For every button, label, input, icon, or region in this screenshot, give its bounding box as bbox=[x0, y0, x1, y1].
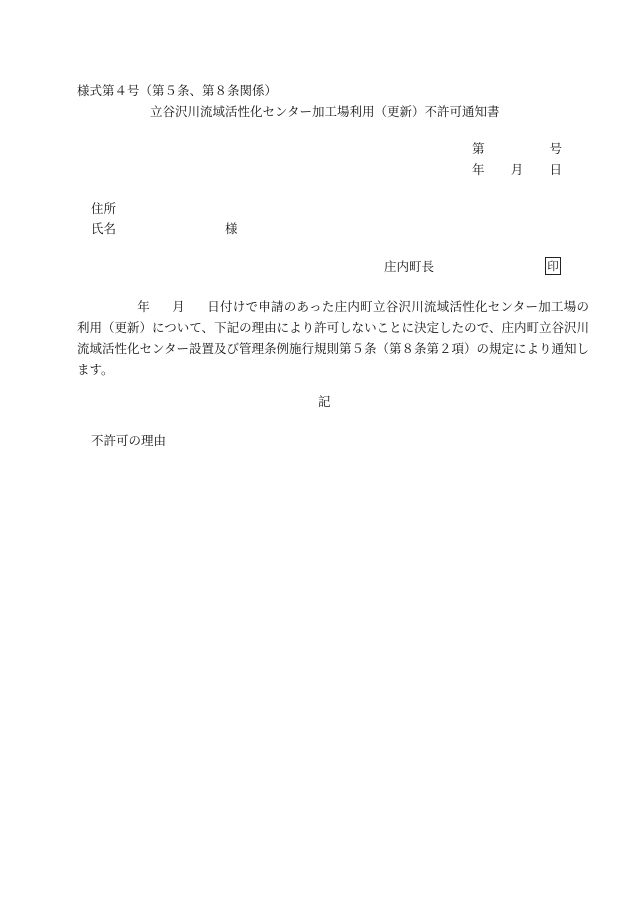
form-number: 様式第４号（第５条、第８条関係） bbox=[77, 83, 278, 98]
body-month: 月 bbox=[172, 299, 186, 314]
ki-heading: 記 bbox=[318, 394, 331, 409]
sender-title: 庄内町長 bbox=[384, 259, 435, 274]
document-number-suffix: 号 bbox=[549, 141, 562, 156]
date-year: 年 bbox=[472, 162, 485, 177]
body-text: 日付けで申請のあった庄内町立谷沢川流域活性化センター加工場の利用（更新）について、下記の理由により許可しないことに決定したので、庄内町立谷沢川流域活性化センター設置及び管理条例施行規則第５条（第８条第２項）の規定により通知します。 bbox=[77, 299, 590, 377]
seal-mark: 印 bbox=[545, 257, 561, 275]
recipient-honorific: 様 bbox=[225, 221, 238, 236]
document-date bbox=[472, 161, 562, 179]
notice-body bbox=[77, 296, 589, 380]
document-number-prefix: 第 bbox=[472, 141, 485, 156]
document-number bbox=[472, 140, 562, 158]
recipient-address-label: 住所 bbox=[91, 201, 117, 216]
reason-label: 不許可の理由 bbox=[91, 433, 167, 448]
date-month: 月 bbox=[510, 162, 524, 177]
body-year: 年 bbox=[137, 299, 151, 314]
recipient-name-label: 氏名 bbox=[91, 221, 117, 236]
date-day: 日 bbox=[549, 162, 562, 177]
document-title: 立谷沢川流域活性化センター加工場利用（更新）不許可通知書 bbox=[150, 104, 500, 119]
